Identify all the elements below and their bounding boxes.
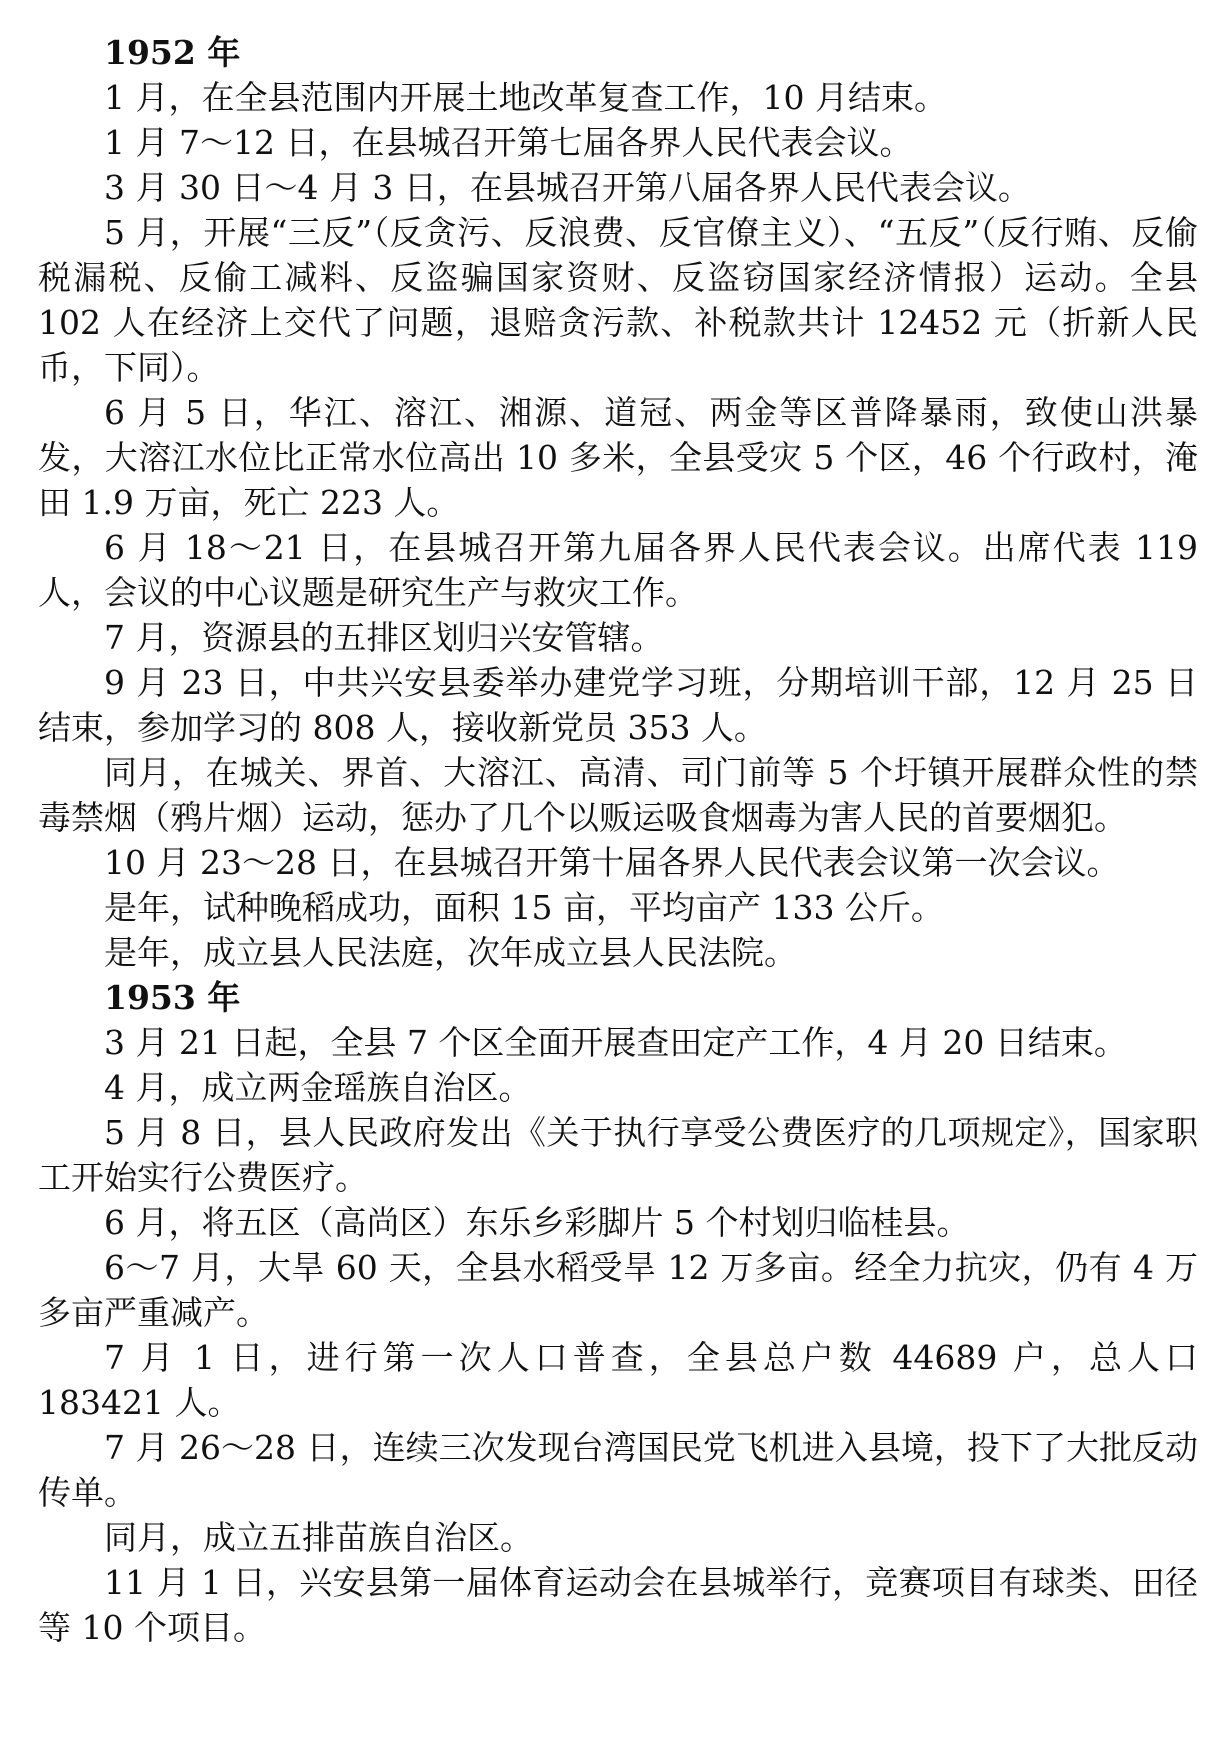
chronicle-entry: 4 月，成立两金瑶族自治区。 bbox=[104, 1068, 532, 1107]
document-page bbox=[38, 30, 1198, 1650]
chronicle-entry: 1 月，在全县范围内开展土地改革复查工作，10 月结束。 bbox=[104, 78, 947, 117]
chronicle-entry: 9 月 23 日，中共兴安县委举办建党学习班，分期培训干部，12 月 25 日结束，参加学习的 808 人，接收新党员 353 人。 bbox=[38, 663, 1198, 747]
chronicle-entry: 7 月 26～28 日，连续三次发现台湾国民党飞机进入县境，投下了大批反动传单。 bbox=[38, 1428, 1198, 1512]
chronicle-entry: 1 月 7～12 日，在县城召开第七届各界人民代表会议。 bbox=[104, 123, 913, 162]
chronicle-entry: 6 月，将五区（高尚区）东乐乡彩脚片 5 个村划归临桂县。 bbox=[104, 1203, 970, 1242]
chronicle-entry: 6～7 月，大旱 60 天，全县水稻受旱 12 万多亩。经全力抗灾，仍有 4 万多亩严重减产。 bbox=[38, 1248, 1198, 1332]
year-section-1953 bbox=[38, 975, 1198, 1650]
chronicle-entry: 是年，试种晚稻成功，面积 15 亩，平均亩产 133 公斤。 bbox=[104, 888, 944, 927]
chronicle-entry: 同月，在城关、界首、大溶江、高清、司门前等 5 个圩镇开展群众性的禁毒禁烟（鸦片烟）运动，惩办了几个以贩运吸食烟毒为害人民的首要烟犯。 bbox=[38, 753, 1198, 837]
chronicle-entry: 5 月，开展“三反”（反贪污、反浪费、反官僚主义）、“五反”（反行贿、反偷税漏税、反偷工减料、反盗骗国家资财、反盗窃国家经济情报）运动。全县 102 人在经济上交代了问题，退赔贪污款、补税款共计 12452 元（折新人民币，下同）。 bbox=[38, 213, 1198, 387]
chronicle-entry: 5 月 8 日，县人民政府发出《关于执行享受公费医疗的几项规定》，国家职工开始实行公费医疗。 bbox=[38, 1113, 1198, 1197]
chronicle-entry: 10 月 23～28 日，在县城召开第十届各界人民代表会议第一次会议。 bbox=[104, 843, 1120, 882]
chronicle-entry: 3 月 30 日～4 月 3 日，在县城召开第八届各界人民代表会议。 bbox=[104, 168, 1031, 207]
chronicle-entry: 6 月 5 日，华江、溶江、湘源、道冠、两金等区普降暴雨，致使山洪暴发，大溶江水位比正常水位高出 10 多米，全县受灾 5 个区，46 个行政村，淹田 1.9 万亩，死亡 223 人。 bbox=[38, 393, 1198, 522]
year-heading: 1952 年 bbox=[104, 33, 241, 72]
chronicle-entry: 7 月，资源县的五排区划归兴安管辖。 bbox=[104, 618, 664, 657]
chronicle-entry: 11 月 1 日，兴安县第一届体育运动会在县城举行，竞赛项目有球类、田径等 10 个项目。 bbox=[38, 1563, 1198, 1647]
chronicle-entry: 同月，成立五排苗族自治区。 bbox=[104, 1518, 533, 1557]
chronicle-entry: 3 月 21 日起，全县 7 个区全面开展查田定产工作，4 月 20 日结束。 bbox=[104, 1023, 1127, 1062]
year-section-1952 bbox=[38, 30, 1198, 975]
chronicle-entry: 7 月 1 日，进行第一次人口普查，全县总户数 44689 户，总人口 183421 人。 bbox=[38, 1338, 1198, 1422]
chronicle-entry: 6 月 18～21 日，在县城召开第九届各界人民代表会议。出席代表 119 人，会议的中心议题是研究生产与救灾工作。 bbox=[38, 528, 1198, 612]
year-heading: 1953 年 bbox=[104, 978, 241, 1017]
chronicle-entry: 是年，成立县人民法庭，次年成立县人民法院。 bbox=[104, 933, 797, 972]
